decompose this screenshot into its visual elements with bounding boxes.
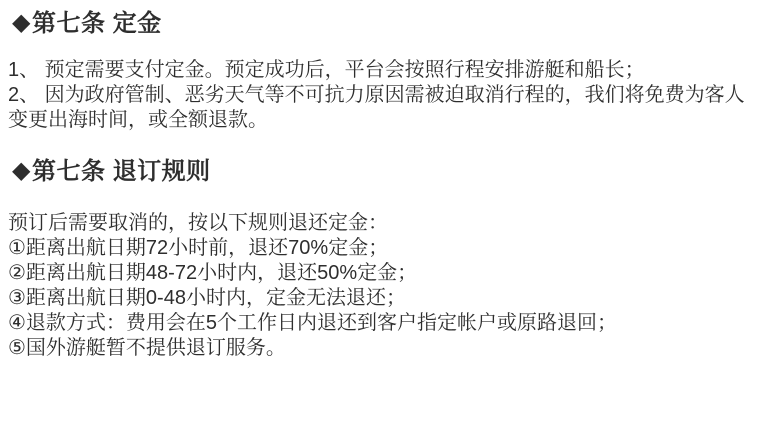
terms-line: ④退款方式：费用会在5个工作日内退还到客户指定帐户或原路退回； [8, 312, 618, 334]
section-heading-text: 第七条 定金 [31, 10, 162, 37]
terms-line: ③距离出航日期0-48小时内，定金无法退还； [8, 287, 406, 309]
section-heading-deposit [0, 9, 770, 39]
terms-line: 预订后需要取消的，按以下规则退还定金： [8, 212, 388, 234]
terms-line: 1、 预定需要支付定金。预定成功后，平台会按照行程安排游艇和船长； [8, 59, 645, 81]
terms-line: 2、 因为政府管制、恶劣天气等不可抗力原因需被迫取消行程的，我们将免费为客人 [8, 84, 745, 106]
cancellation-rules-paragraph [0, 211, 770, 361]
terms-line: ①距离出航日期72小时前，退还70%定金； [8, 237, 389, 259]
section-heading-cancellation [0, 157, 770, 187]
terms-document [0, 9, 770, 448]
section-heading-text: 第七条 退订规则 [31, 158, 211, 185]
deposit-terms-paragraph [0, 58, 770, 133]
diamond-bullet-icon: ◆ [12, 157, 31, 184]
terms-line: ⑤国外游艇暂不提供退订服务。 [8, 337, 286, 359]
diamond-bullet-icon: ◆ [12, 9, 31, 36]
terms-line: ②距离出航日期48-72小时内，退还50%定金； [8, 262, 418, 284]
terms-line: 变更出海时间，或全额退款。 [8, 109, 268, 131]
